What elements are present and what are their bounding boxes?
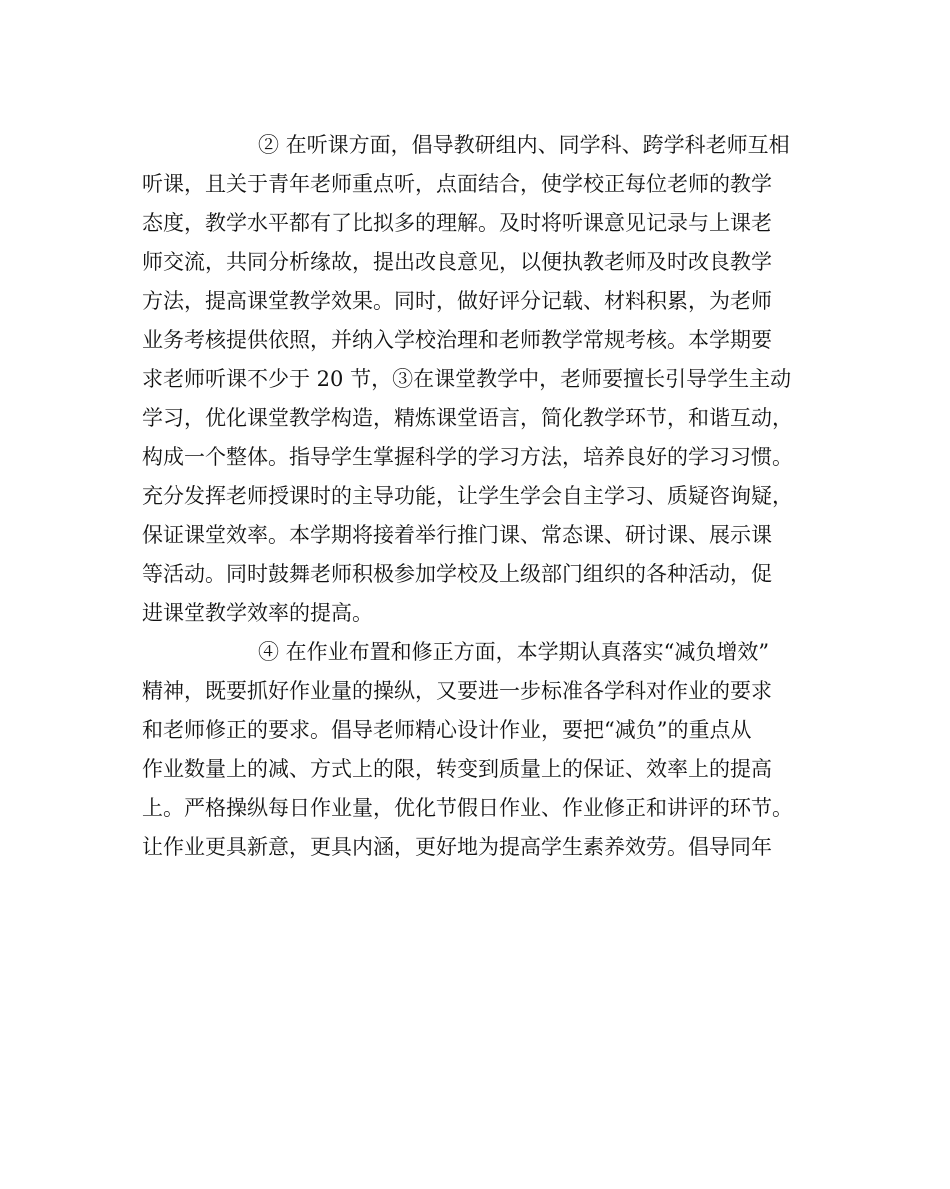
paragraph-line: 作业数量上的减、方式上的限，转变到质量上的保证、效率上的提高: [142, 757, 772, 781]
document-body: [142, 126, 810, 867]
paragraph-line: 求老师听课不少于 20 节，③在课堂教学中，老师要擅长引导学生主动: [142, 367, 792, 391]
paragraph-line: 精神，既要抓好作业量的操纵，又要进一步标准各学科对作业的要求: [142, 679, 772, 703]
paragraph-line: 听课，且关于青年老师重点听，点面结合，使学校正每位老师的教学: [142, 172, 772, 196]
paragraph-line: ② 在听课方面，倡导教研组内、同学科、跨学科老师互相: [258, 133, 790, 157]
paragraph-line: 师交流，共同分析缘故，提出改良意见，以便执教老师及时改良教学: [142, 250, 772, 274]
paragraph-line: ④ 在作业布置和修正方面，本学期认真落实“减负增效”: [258, 640, 770, 664]
paragraph-line: 态度，教学水平都有了比拟多的理解。及时将听课意见记录与上课老: [142, 211, 772, 235]
paragraph-line: 让作业更具新意，更具内涵，更好地为提高学生素养效劳。倡导同年: [142, 835, 772, 859]
paragraph-line: 业务考核提供依照，并纳入学校治理和老师教学常规考核。本学期要: [142, 328, 772, 352]
paragraph-line: 学习，优化课堂教学构造，精炼课堂语言，简化教学环节，和谐互动，: [142, 406, 793, 430]
paragraph-line: 进课堂教学效率的提高。: [142, 601, 373, 625]
paragraph-line: 等活动。同时鼓舞老师积极参加学校及上级部门组织的各种活动，促: [142, 562, 772, 586]
paragraph-line: 保证课堂效率。本学期将接着举行推门课、常态课、研讨课、展示课: [142, 523, 772, 547]
paragraph-line: 充分发挥老师授课时的主导功能，让学生学会自主学习、质疑咨询疑，: [142, 484, 793, 508]
paragraph-line: 上。严格操纵每日作业量，优化节假日作业、作业修正和讲评的环节。: [142, 796, 793, 820]
paragraph-line: 和老师修正的要求。倡导老师精心设计作业，要把“减负”的重点从: [142, 718, 752, 742]
paragraph-line: 方法，提高课堂教学效果。同时，做好评分记载、材料积累，为老师: [142, 289, 772, 313]
paragraph-line: 构成一个整体。指导学生掌握科学的学习方法，培养良好的学习习惯。: [142, 445, 793, 469]
